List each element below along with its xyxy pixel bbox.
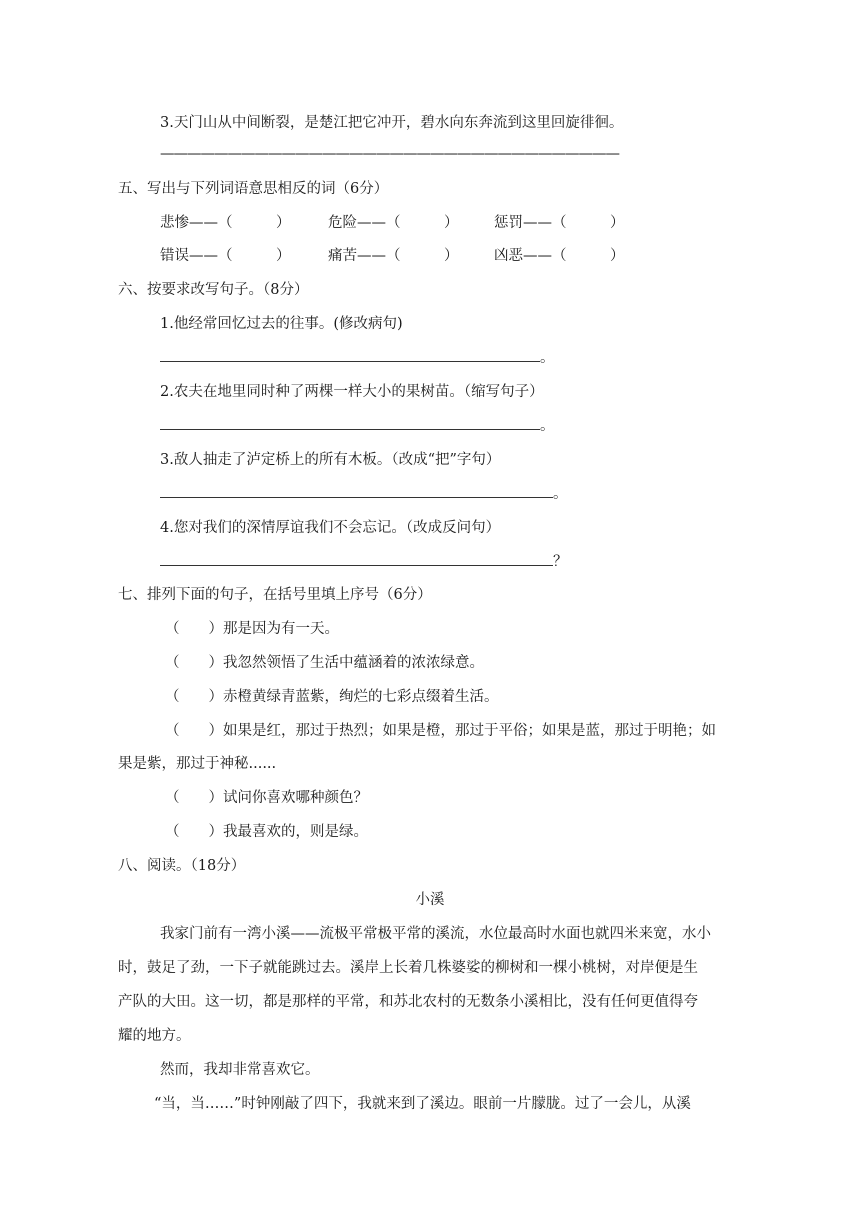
- antonym-item: 危险——（ ）: [328, 215, 459, 231]
- rewrite-item-4: 4.您对我们的深情厚谊我们不会忘记。（改成反问句）: [160, 520, 501, 536]
- rewrite-answer-line-4: ？: [160, 551, 568, 573]
- antonym-item: 凶恶——（ ）: [494, 248, 625, 264]
- ordering-item: （ ）那是因为有一天。: [165, 621, 339, 637]
- passage-line: 然而，我却非常喜欢它。: [160, 1062, 320, 1078]
- rewrite-item-1: 1.他经常回忆过去的往事。(修改病句): [160, 316, 403, 332]
- rewrite-answer-line-1: 。: [160, 347, 555, 369]
- q4-item-3: 3.天门山从中间断裂，是楚江把它冲开，碧水向东奔流到这里回旋徘徊。: [160, 115, 624, 131]
- passage-line: 我家门前有一湾小溪——流极平常极平常的溪流，水位最高时水面也就四米来宽，水小: [160, 926, 711, 942]
- rewrite-item-3: 3.敌人抽走了泸定桥上的所有木板。（改成“把”字句）: [160, 452, 501, 468]
- ordering-item-continuation: 果是紫，那过于神秘......: [118, 756, 277, 772]
- antonym-item: 悲惨——（ ）: [160, 215, 291, 231]
- antonym-item: 惩罚——（ ）: [494, 215, 625, 231]
- ordering-item: （ ）赤橙黄绿青蓝紫，绚烂的七彩点缀着生活。: [165, 689, 499, 705]
- section-7-heading: 七、排列下面的句子，在括号里填上序号（6分）: [118, 587, 432, 603]
- section-8-heading: 八、阅读。（18分）: [118, 858, 246, 874]
- passage-title: 小溪: [415, 892, 445, 908]
- rewrite-item-2: 2.农夫在地里同时种了两棵一样大小的果树苗。（缩写句子）: [160, 384, 544, 400]
- q4-item-3-answer-line: ——————————————————————————————————: [160, 146, 619, 162]
- passage-line: “当，当……”时钟刚敲了四下，我就来到了溪边。眼前一片朦胧。过了一会儿，从溪: [154, 1096, 691, 1112]
- rewrite-answer-line-3: 。: [160, 483, 568, 505]
- antonym-item: 痛苦——（ ）: [328, 248, 459, 264]
- ordering-item: （ ）我忽然领悟了生活中蕴涵着的浓浓绿意。: [165, 655, 484, 671]
- ordering-item: （ ）我最喜欢的，则是绿。: [165, 824, 368, 840]
- antonym-item: 错误——（ ）: [160, 248, 291, 264]
- passage-line: 产队的大田。这一切，都是那样的平常，和苏北农村的无数条小溪相比，没有任何更值得夸: [118, 994, 698, 1010]
- section-6-heading: 六、按要求改写句子。（8分）: [118, 282, 309, 298]
- passage-line: 时，鼓足了劲，一下子就能跳过去。溪岸上长着几株婆娑的柳树和一棵小桃树，对岸便是生: [118, 960, 698, 976]
- ordering-item: （ ）试问你喜欢哪种颜色？: [165, 790, 368, 806]
- ordering-item: （ ）如果是红，那过于热烈；如果是橙，那过于平俗；如果是蓝，那过于明艳；如: [165, 723, 716, 739]
- passage-line: 耀的地方。: [118, 1028, 191, 1044]
- rewrite-answer-line-2: 。: [160, 415, 555, 437]
- section-5-heading: 五、写出与下列词语意思相反的词（6分）: [118, 181, 389, 197]
